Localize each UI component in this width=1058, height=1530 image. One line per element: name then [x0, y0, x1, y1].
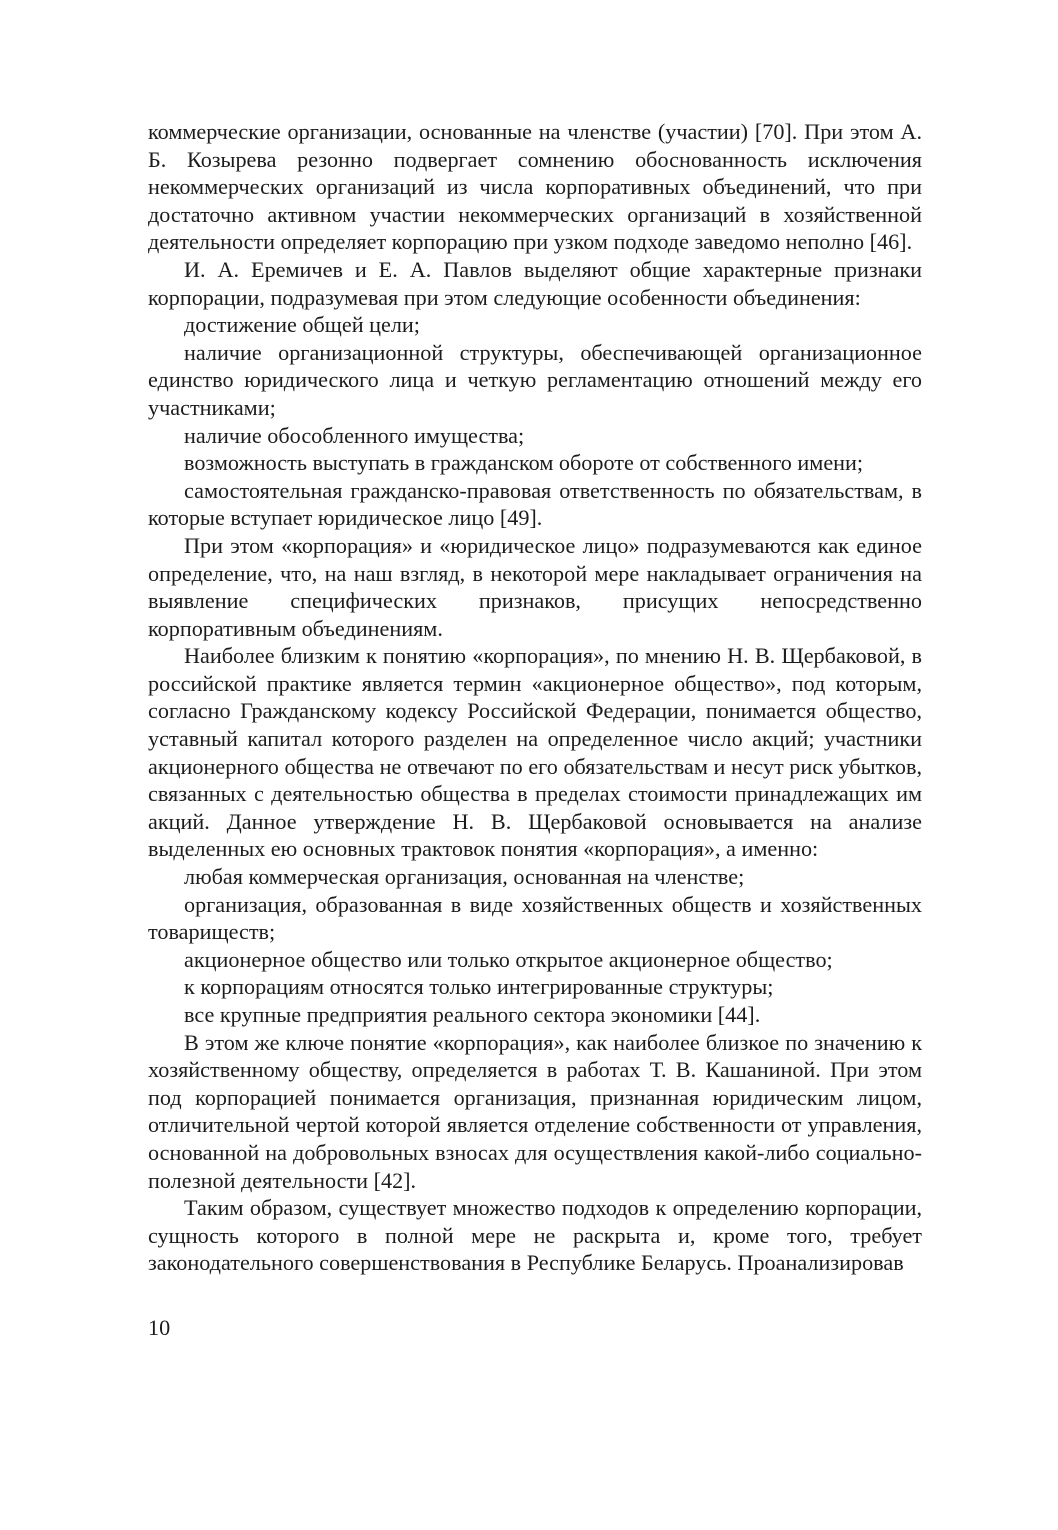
- list-item: достижение общей цели;: [184, 312, 420, 338]
- list-item: возможность выступать в гражданском обороте от собственного имени;: [184, 450, 864, 476]
- list-item: организация, образованная в виде хозяйственных обществ и хозяйственных товариществ;: [148, 891, 922, 945]
- list-item: любая коммерческая организация, основанная на членстве;: [184, 864, 745, 890]
- paragraph: И. А. Еремичев и Е. А. Павлов выделяют общие характерные признаки корпорации, подразумевая при этом следующие особенности объединения:: [148, 256, 922, 310]
- paragraph: Таким образом, существует множество подходов к определению корпорации, сущность которого в полной мере не раскрыта и, кроме того, требует законодательного совершенствования в Республике Беларусь. Проанализировав: [148, 1195, 922, 1276]
- page-number: 10: [148, 1315, 171, 1340]
- list-item: наличие обособленного имущества;: [184, 422, 525, 448]
- list-item: наличие организационной структуры, обеспечивающей организационное единство юридического лица и четкую регламентацию отношений между его участниками;: [148, 339, 922, 420]
- paragraph: При этом «корпорация» и «юридическое лицо» подразумеваются как единое определение, что, на наш взгляд, в некоторой мере накладывает ограничения на выявление специфических признаков, присущих непосредственно корпоративным объединениям.: [148, 532, 922, 641]
- list-item: к корпорациям относятся только интегрированные структуры;: [184, 974, 774, 1000]
- paragraph: Наиболее близким к понятию «корпорация», по мнению Н. В. Щербаковой, в российской практике является термин «акционерное общество», под которым, согласно Гражданскому кодексу Российской Федерации, понимается общество, уставный капитал которого разделен на определенное число акций; участники акционерного общества не отвечают по его обязательствам и несут риск убытков, связанных с деятельностью общества в пределах стоимости принадлежащих им акций. Данное утверждение Н. В. Щербаковой основывается на анализе выделенных ею основных трактовок понятия «корпорация», а именно:: [148, 643, 922, 862]
- paragraph: В этом же ключе понятие «корпорация», как наиболее близкое по значению к хозяйственному обществу, определяется в работах Т. В. Кашаниной. При этом под корпорацией понимается организация, признанная юридическим лицом, отличительной чертой которой является отделение собственности от управления, основанной на добровольных взносах для осуществления какой-либо социально-полезной деятельности [42].: [148, 1029, 922, 1193]
- list-item: все крупные предприятия реального сектора экономики [44].: [184, 1002, 761, 1027]
- body-text: [148, 118, 922, 1277]
- list-item: акционерное общество или только открытое акционерное общество;: [184, 946, 833, 972]
- paragraph: коммерческие организации, основанные на членстве (участии) [70]. При этом А. Б. Козырева резонно подвергает сомнению обоснованность исключения некоммерческих организаций из числа корпоративных объединений, что при достаточно активном участии некоммерческих организаций в хозяйственной деятельности определяет корпорацию при узком подходе заведомо неполно [46].: [148, 119, 922, 255]
- list-item: самостоятельная гражданско-правовая ответственность по обязательствам, в которые вступает юридическое лицо [49].: [148, 477, 922, 531]
